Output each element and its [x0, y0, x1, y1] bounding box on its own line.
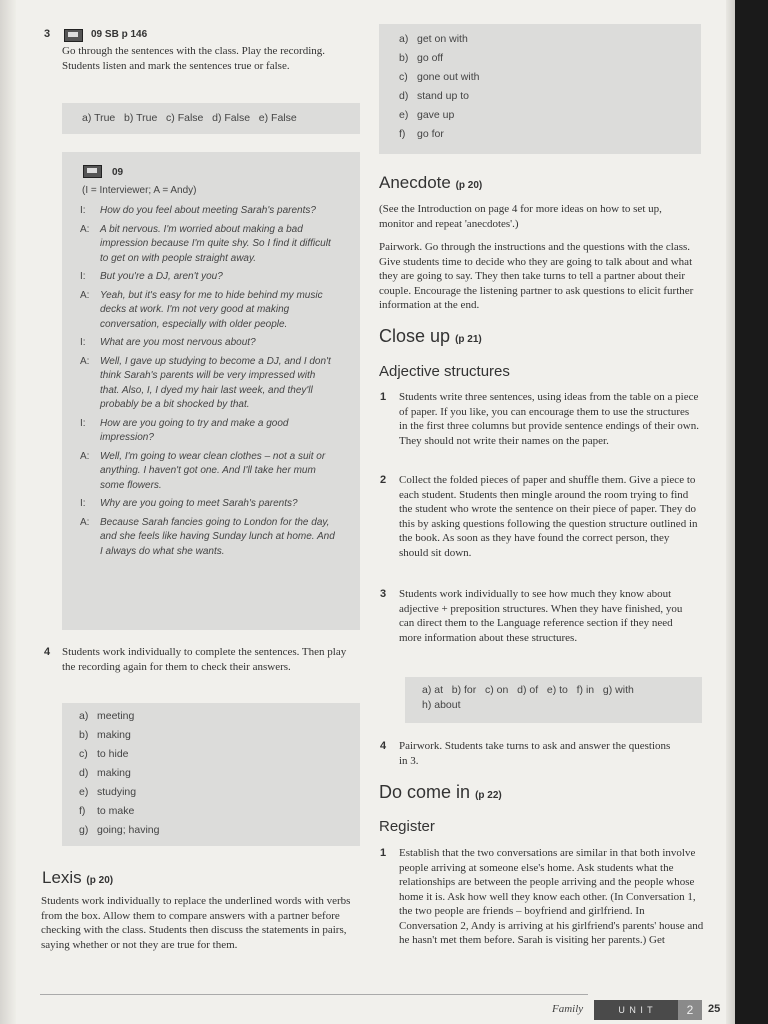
transcript-text: Well, I gave up studying to become a DJ, and I don't think Sarah's parents will be very impressed with that. Also, I, I dyed my hair last week, and they'll probably be a bit shocked by that. — [100, 355, 331, 410]
transcript-line — [78, 516, 336, 560]
exercise-4-text: Students work individually to complete the sentences. Then play the recording again for them to check their answers. — [62, 646, 347, 673]
answer-text: gave up — [417, 109, 455, 121]
adj-answers-line-2: h) about — [422, 699, 461, 711]
exercise-4-answers — [79, 707, 159, 840]
register-item-1-number: 1 — [380, 847, 387, 859]
answer-text: making — [97, 767, 131, 779]
answer-text: get on with — [417, 33, 468, 45]
answer-letter: f) — [399, 128, 406, 140]
answer-text: to hide — [97, 748, 129, 760]
transcript-speaker: I: — [80, 271, 86, 282]
answer-item — [399, 87, 479, 106]
transcript-line — [78, 336, 336, 351]
adj-item-2-number: 2 — [380, 474, 387, 486]
cd-icon — [83, 162, 102, 180]
transcript-text: Because Sarah fancies going to London for the day, and she feels like having Sunday lunch at home. And I always do what she wants. — [100, 516, 335, 557]
do-come-in-page-ref: (p 22) — [475, 790, 502, 801]
page-gutter-shadow — [0, 0, 16, 1024]
register-item-1-text: Establish that the two conversations are similar in that both involve people arriving at someone else's home. Ask students what the relationships are between the people arriving and the people whose home it is. Ask how well they know each other. (In Conversation 1, the two people are friends – boyfriend and girlfriend. In Conversation 2, Andy is arriving at his girlfriend's parents' house and he hasn't met them before. Sarah is visiting her parents.) Get — [399, 847, 704, 946]
transcript-track: 09 — [112, 167, 124, 178]
answer-letter: c) — [79, 748, 88, 760]
answer-text: gone out with — [417, 71, 480, 83]
adj-answers-box — [405, 677, 702, 723]
answer-item — [399, 68, 479, 87]
transcript-key: (I = Interviewer; A = Andy) — [82, 185, 197, 196]
exercise-4-number: 4 — [44, 646, 51, 658]
answer-text: go for — [417, 128, 444, 140]
exercise-3-ref: 09 SB p 146 — [91, 29, 148, 40]
exercise-3-number: 3 — [44, 28, 51, 40]
lexis-heading — [42, 868, 113, 888]
answer-letter: a) — [399, 33, 409, 45]
answer-text: go off — [417, 52, 444, 64]
answer-item — [79, 764, 159, 783]
transcript-box — [62, 152, 360, 630]
close-up-page-ref: (p 21) — [455, 334, 482, 345]
adj-item-4-number: 4 — [380, 740, 387, 752]
transcript-text: Yeah, but it's easy for me to hide behind my music decks at work. I'm not very good at making conversation, especially with older people. — [100, 289, 323, 330]
answer-item — [399, 106, 479, 125]
answer-letter: c) — [399, 71, 408, 83]
answer-item — [79, 802, 159, 821]
lexis-title: Lexis — [42, 868, 82, 887]
footer-chapter: Family — [552, 1003, 584, 1015]
transcript-text: How are you going to try and make a good impression? — [100, 417, 289, 443]
answer-text: making — [97, 729, 131, 741]
lexis-answers-box — [379, 24, 701, 154]
transcript-text: Well, I'm going to wear clean clothes – not a suit or anything. I haven't got one. And I'll take her mum some flowers. — [100, 450, 326, 491]
exercise-3-answers: a) True b) True c) False d) False e) False — [62, 103, 360, 134]
anecdote-heading — [379, 173, 482, 193]
answer-text: to make — [97, 805, 135, 817]
adj-item-1-number: 1 — [380, 391, 387, 403]
transcript-speaker: I: — [80, 337, 86, 348]
close-up-heading — [379, 326, 482, 347]
answer-item — [399, 30, 479, 49]
answer-text: meeting — [97, 710, 135, 722]
transcript-line — [78, 289, 336, 333]
answer-item — [399, 125, 479, 144]
adj-answers-line-1: a) at b) for c) on d) of e) to f) in g) with — [422, 684, 634, 696]
answer-text: studying — [97, 786, 137, 798]
lexis-page-ref: (p 20) — [86, 875, 114, 886]
answer-item — [399, 49, 479, 68]
answer-item — [79, 726, 159, 745]
adj-item-4-text: Pairwork. Students take turns to ask and answer the questions in 3. — [399, 740, 671, 767]
footer-unit-label: U N I T — [594, 1000, 678, 1020]
transcript-speaker: I: — [80, 417, 86, 429]
transcript-speaker: A: — [80, 355, 90, 367]
transcript-speaker: I: — [80, 498, 86, 509]
adj-item-3-text: Students work individually to see how much they know about adjective + preposition structures. When they have finished, you can direct them to the Language reference section if they need more information about these structures. — [399, 588, 683, 644]
answer-item — [79, 821, 159, 840]
transcript-line — [78, 204, 336, 219]
transcript-line — [78, 223, 336, 267]
transcript-lines — [78, 204, 336, 563]
do-come-in-heading — [379, 782, 502, 803]
page-number: 25 — [708, 1003, 721, 1015]
answer-text: going; having — [97, 824, 160, 836]
adj-item-2-text: Collect the folded pieces of paper and shuffle them. Give a piece to each student. Students then mingle around the room trying to find the student who wrote the sentence on their piece of paper. They do this by asking questions following the question structure outlined in the book. As soon as they have found the correct person, they should sit down. — [399, 474, 698, 559]
lexis-answers — [399, 30, 479, 144]
exercise-3-text: Go through the sentences with the class. Play the recording. Students listen and mark the sentences true or false. — [62, 45, 326, 72]
answer-letter: d) — [399, 90, 409, 102]
transcript-speaker: A: — [80, 450, 90, 462]
answer-letter: e) — [399, 109, 409, 121]
transcript-line — [78, 450, 336, 494]
anecdote-page-ref: (p 20) — [455, 180, 483, 191]
answer-letter: e) — [79, 786, 89, 798]
adj-item-3-number: 3 — [380, 588, 387, 600]
register-heading: Register — [379, 818, 435, 835]
transcript-speaker: A: — [80, 289, 90, 301]
anecdote-text: Pairwork. Go through the instructions and the questions with the class. Give students time to decide who they are going to talk about and what they are going to say. They then take turns to tell a partner about their couple. Encourage the listening partner to ask questions to elicit further information at the end. — [379, 241, 694, 311]
answer-letter: f) — [79, 805, 86, 817]
lexis-text: Students work individually to replace the underlined words with verbs from the box. Allow them to compare answers with a partner before checking with the class. Students then discuss the statements in pairs, saying whether or not they are true for them. — [41, 895, 351, 951]
do-come-in-title: Do come in — [379, 782, 471, 802]
transcript-text: But you're a DJ, aren't you? — [100, 271, 223, 282]
footer-rule — [40, 994, 588, 995]
answer-letter: b) — [399, 52, 409, 64]
transcript-speaker: I: — [80, 205, 86, 216]
answer-item — [79, 707, 159, 726]
page-edge — [726, 0, 735, 1024]
answer-letter: a) — [79, 710, 89, 722]
cd-icon — [64, 26, 83, 44]
anecdote-intro: (See the Introduction on page 4 for more ideas on how to set up, monitor and repeat 'anecdotes'.) — [379, 203, 662, 230]
anecdote-title: Anecdote — [379, 173, 451, 192]
transcript-speaker: A: — [80, 223, 90, 235]
answer-letter: g) — [79, 824, 89, 836]
adj-item-1-text: Students write three sentences, using ideas from the table on a piece of paper. If you like, you can encourage them to use the structures in the first three columns but provide sentence endings of their own. They should not write their names on the paper. — [399, 391, 699, 447]
answer-item — [79, 783, 159, 802]
answer-item — [79, 745, 159, 764]
transcript-text: What are you most nervous about? — [100, 337, 256, 348]
transcript-line — [78, 417, 336, 446]
answer-letter: d) — [79, 767, 89, 779]
answer-letter: b) — [79, 729, 89, 741]
transcript-text: A bit nervous. I'm worried about making a bad impression because I'm quite shy. So I find it difficult to get on with people straight away. — [100, 223, 331, 264]
adjective-structures-heading: Adjective structures — [379, 363, 510, 380]
transcript-line — [78, 497, 336, 512]
transcript-text: Why are you going to meet Sarah's parents? — [100, 498, 298, 509]
transcript-speaker: A: — [80, 516, 90, 528]
footer-unit-number: 2 — [678, 1000, 702, 1020]
transcript-line — [78, 355, 336, 413]
exercise-4-answers-box — [62, 703, 360, 846]
close-up-title: Close up — [379, 326, 451, 346]
answer-text: stand up to — [417, 90, 469, 102]
transcript-text: How do you feel about meeting Sarah's parents? — [100, 205, 316, 216]
transcript-line — [78, 270, 336, 285]
